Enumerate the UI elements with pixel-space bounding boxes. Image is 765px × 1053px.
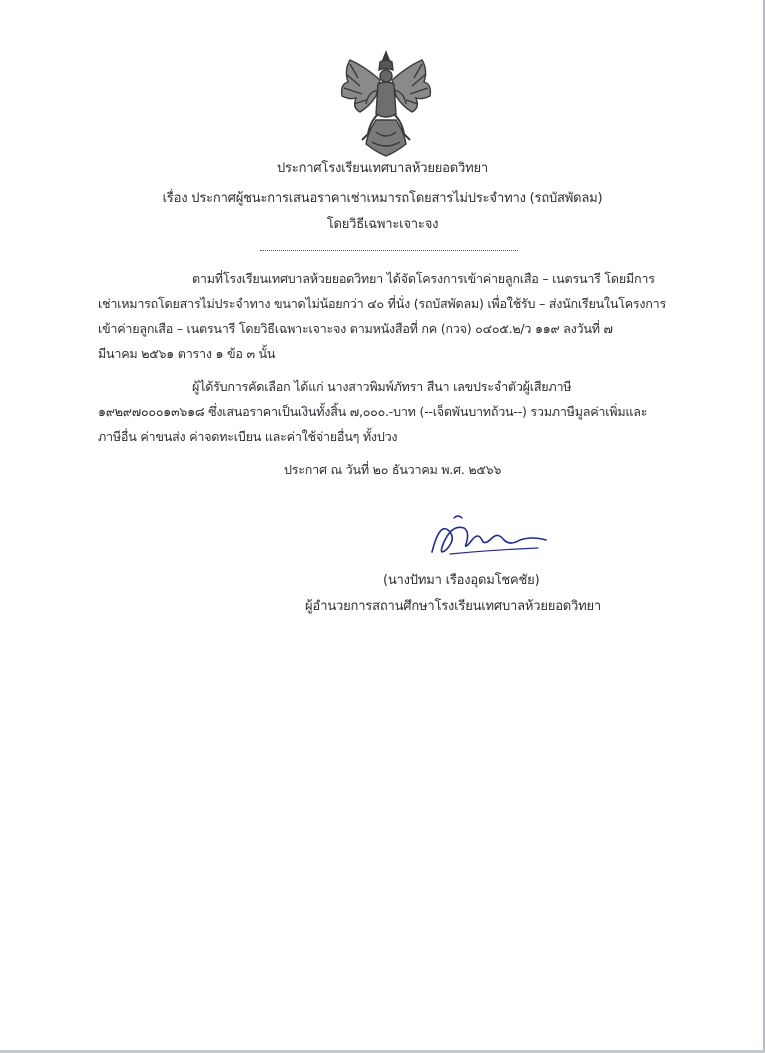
handwritten-signature [420, 510, 550, 560]
paragraph-2-line-2: ๑๙๒๙๗๐๐๐๑๓๖๑๘ ซึ่งเสนอราคาเป็นเงินทั้งสิ้น ๗,๐๐๐.-บาท (--เจ็ดพันบาทถ้วน--) รวมภาษีมูลค่าเพิ่มและ [98, 404, 648, 419]
announcement-date: ประกาศ ณ วันที่ ๒๐ ธันวาคม พ.ศ. ๒๕๖๖ [284, 462, 502, 477]
separator-dots [260, 250, 518, 251]
paragraph-1-line-4: มีนาคม ๒๕๖๑ ตาราง ๑ ข้อ ๓ นั้น [98, 346, 276, 361]
subject-line: เรื่อง ประกาศผู้ชนะการเสนอราคาเช่าเหมารถโดยสารไม่ประจำทาง (รถบัสพัดลม) [162, 191, 603, 206]
paragraph-1-line-1: ตามที่โรงเรียนเทศบาลห้วยยอดวิทยา ได้จัดโครงการเข้าค่ายลูกเสือ – เนตรนารี โดยมีการ [192, 271, 655, 286]
method-line: โดยวิธีเฉพาะเจาะจง [326, 217, 439, 232]
garuda-emblem-icon [336, 48, 436, 160]
signer-title: ผู้อำนวยการสถานศึกษาโรงเรียนเทศบาลห้วยยอดวิทยา [305, 599, 602, 614]
announcement-title: ประกาศโรงเรียนเทศบาลห้วยยอดวิทยา [276, 161, 488, 176]
paragraph-1-line-2: เช่าเหมารถโดยสารไม่ประจำทาง ขนาดไม่น้อยกว่า ๔๐ ที่นั่ง (รถบัสพัดลม) เพื่อใช้รับ – ส่งนักเรียนในโครงการ [98, 296, 667, 311]
paragraph-2-line-3: ภาษีอื่น ค่าขนส่ง ค่าจดทะเบียน และค่าใช้จ่ายอื่นๆ ทั้งปวง [98, 429, 398, 444]
paragraph-2-line-1: ผู้ได้รับการคัดเลือก ได้แก่ นางสาวพิมพ์ภัทรา สีนา เลขประจำตัวผู้เสียภาษี [192, 379, 572, 394]
signer-name: (นางปัทมา เรืองอุดมโชคชัย) [383, 573, 540, 588]
paragraph-1-line-3: เข้าค่ายลูกเสือ – เนตรนารี โดยวิธีเฉพาะเจาะจง ตามหนังสือที่ กค (กวจ) ๐๔๐๕.๒/ว ๑๑๙ ลงวันที่ ๗ [98, 321, 613, 336]
